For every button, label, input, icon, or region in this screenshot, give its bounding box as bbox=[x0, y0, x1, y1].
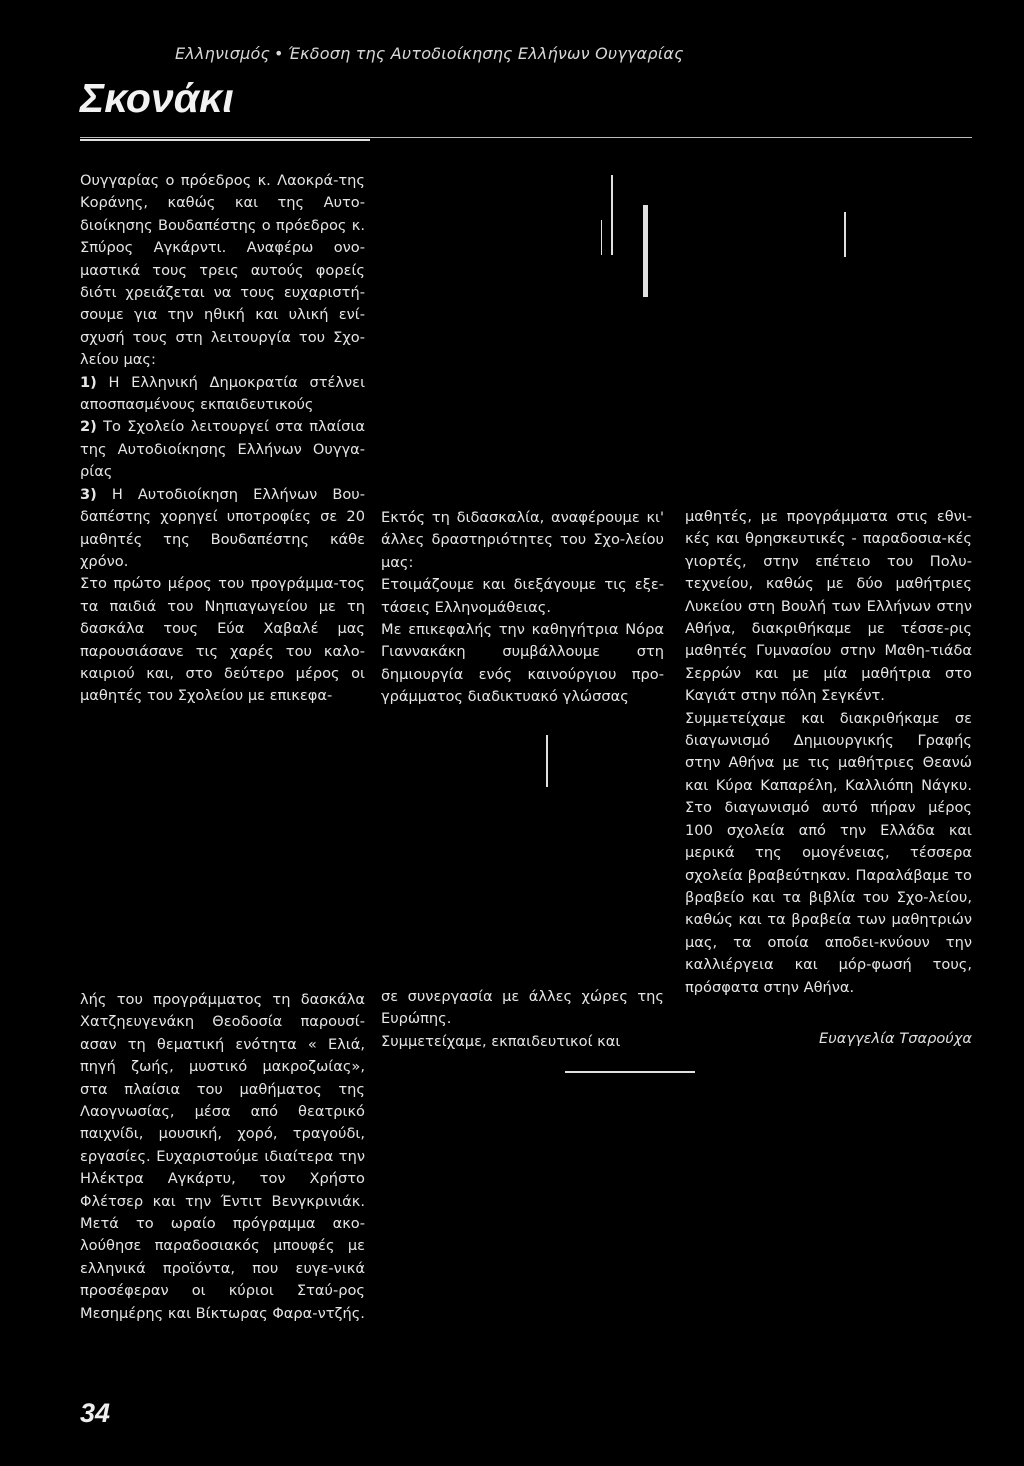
list-number: 3) bbox=[80, 485, 97, 503]
header-rule-accent bbox=[80, 139, 370, 141]
author-signature: Ευαγγελία Τσαρούχα bbox=[819, 1030, 972, 1047]
list-number: 1) bbox=[80, 373, 97, 391]
column-2-top bbox=[381, 507, 664, 709]
paragraph: Συμμετείχαμε και διακριθήκαμε σε διαγωνισμό Δημιουργικής Γραφής στην Αθήνα με τις μαθήτριες Θεανώ και Κύρα Καπαρέλη, Καλλιόπη Νάγκυ. Στο διαγωνισμό αυτό πήραν μέρος 100 σχολεία από την Ελλάδα και μερικά της ομογένειας, τέσσερα σχολεία βραβεύτηκαν. Παραλάβαμε το βραβείο και τα βιβλία του Σχο-λείου, καθώς και τα βραβεία των μαθητριών μας, τα οποία αποδει-κνύουν την καλλιέργεια και μόρ-φωσή τους, πρόσφατα στην Αθήνα. bbox=[685, 709, 972, 996]
bullet-separator: • bbox=[274, 44, 284, 63]
paragraph: Ετοιμάζουμε και διεξάγουμε τις εξε-τάσεις Ελληνομάθειας. bbox=[381, 576, 664, 616]
paragraph: λής του προγράμματος τη δασκάλα Χατζηευγενάκη Θεοδοσία παρουσί-ασαν τη θεματική ενότητα « Ελιά, πηγή ζωής, μυστικό μακροζωίας», στα πλαίσια του μαθήματος της Λαογνωσίας, μέσα από θεατρικό παιχνίδι, μουσική, χορό, τραγούδι, εργασίες. Ευχαριστούμε ιδιαίτερα την Ηλέκτρα Αγκάρτυ, τον Χρήστο Φλέτσερ και την Έντιτ Βενγκρινιάκ. Μετά το ωραίο πρόγραμμα ακο-λούθησε παραδοσιακός μπουφές με ελληνικά προϊόντα, που ευγε-νικά προσέφεραν οι κύριοι Σταύ-ρος Μεσημέρης και Βίκτωρας Φαρα-ντζής. bbox=[80, 991, 365, 1322]
section-title: Σκονάκι bbox=[80, 75, 234, 121]
column-1-bottom bbox=[80, 989, 365, 1325]
list-text: Το Σχολείο λειτουργεί στα πλαίσια της Αυτοδιοίκησης Ελλήνων Ουγγα-ρίας bbox=[80, 418, 365, 481]
scan-mark bbox=[546, 735, 548, 787]
paragraph: Συμμετείχαμε, εκπαιδευτικοί και bbox=[381, 1032, 621, 1050]
paragraph: μαθητές, με προγράμματα στις εθνι-κές και θρησκευτικές - παραδοσια-κές γιορτές, στην επέτειο του Πολυ-τεχνείου, καθώς με δύο μαθήτριες Λυκείου στη Βουλή των Ελλήνων στην Αθήνα, διακριθήκαμε με τέσσε-ρις μαθητές Γυμνασίου στην Μαθη-τιάδα Σερρών και με μία μαθήτρια στο Καγιάτ στην πόλη Σεγκέντ. bbox=[685, 508, 972, 705]
paragraph: Με επικεφαλής την καθηγήτρια Νόρα Γιαννακάκη συμβάλλουμε στη δημιουργία ενός καινούργιου προ-γράμματος διαδικτυακό γλώσσας bbox=[381, 621, 664, 706]
paragraph: σε συνεργασία με άλλες χώρες της Ευρώπης. bbox=[381, 988, 664, 1028]
paragraph: Ουγγαρίας ο πρόεδρος κ. Λαοκρά-της Κοράνης, καθώς και της Αυτο-διοίκησης Βουδαπέστης ο πρόεδρος κ. Σπύρος Αγκάρντι. Αναφέρω ονο-μαστικά τους τρεις αυτούς φορείς διότι χρειάζεται να τους ευχαριστή-σουμε για την ηθική και υλική ενί-σχυσή τους στη λειτουργία του Σχο-λείου μας: bbox=[80, 172, 365, 369]
page-number: 34 bbox=[80, 1398, 111, 1428]
list-number: 2) bbox=[80, 418, 97, 436]
list-item bbox=[80, 484, 365, 574]
list-item bbox=[80, 416, 365, 483]
publication-name: Ελληνισμός bbox=[175, 44, 271, 63]
scan-mark bbox=[643, 205, 648, 297]
list-text: Η Ελληνική Δημοκρατία στέλνει αποσπασμένους εκπαιδευτικούς bbox=[80, 373, 366, 414]
list-text: Η Αυτοδιοίκηση Ελλήνων Βου-δαπέστης χορηγεί υποτροφίες σε 20 μαθητές της Βουδαπέστης κάθε χρόνο. bbox=[80, 485, 365, 570]
column-3 bbox=[685, 506, 972, 999]
scan-mark bbox=[565, 1071, 695, 1073]
scan-mark bbox=[611, 175, 613, 255]
publication-header bbox=[175, 44, 684, 63]
scan-mark bbox=[601, 220, 602, 255]
header-rule bbox=[80, 137, 972, 138]
paragraph: Εκτός τη διδασκαλία, αναφέρουμε κι' άλλες δραστηριότητες του Σχο-λείου μας: bbox=[381, 509, 664, 571]
scan-mark bbox=[844, 212, 846, 257]
column-1-top bbox=[80, 170, 365, 708]
column-2-bottom bbox=[381, 986, 664, 1053]
paragraph: Στο πρώτο μέρος του προγράμμα-τος τα παιδιά του Νηπιαγωγείου με τη δασκάλα τους Εύα Χαβαλέ μας παρουσιάσανε τις χαρές του καλο-καιριού και, στο δεύτερο μέρος οι μαθητές του Σχολείου με επικεφα- bbox=[80, 575, 365, 705]
list-item bbox=[80, 372, 365, 417]
edition-label: Έκδοση της Αυτοδιοίκησης Ελλήνων Ουγγαρίας bbox=[287, 44, 684, 63]
